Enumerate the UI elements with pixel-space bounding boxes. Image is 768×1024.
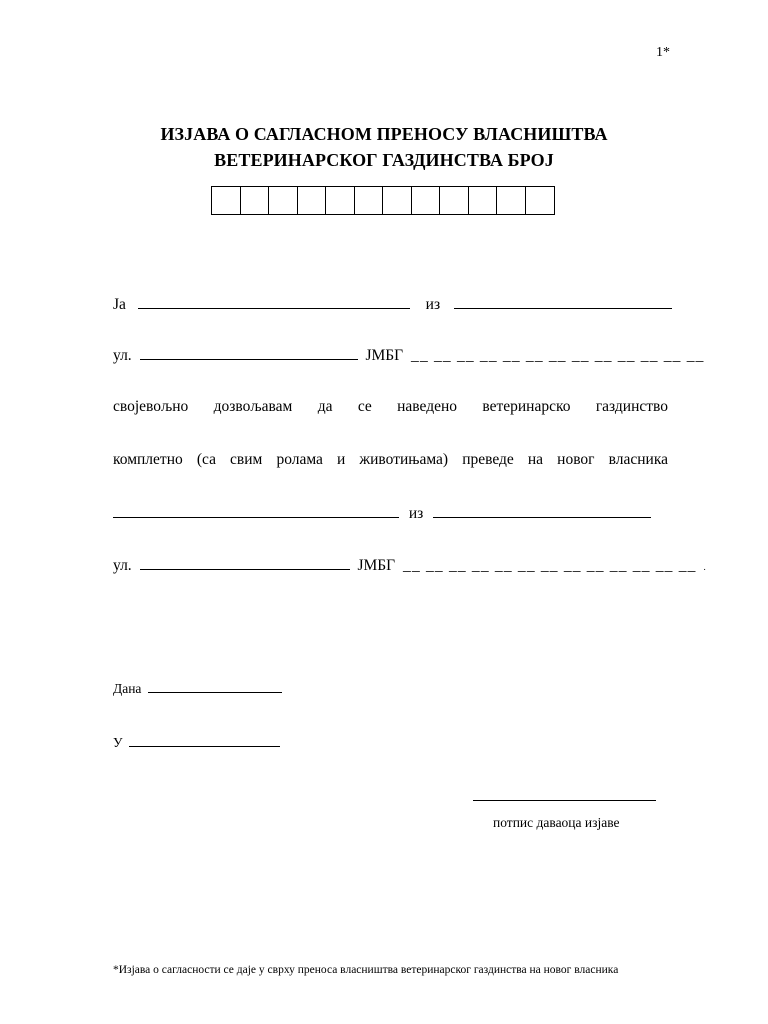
statement-line-1: својевољно дозвољавам да се наведено ветеринарско газдинство bbox=[113, 398, 668, 415]
trailing-dot: . bbox=[703, 562, 706, 572]
number-box-cell[interactable] bbox=[440, 187, 469, 214]
date-field[interactable] bbox=[148, 680, 282, 693]
new-owner-address-row bbox=[113, 555, 706, 575]
new-owner-place-field[interactable] bbox=[433, 503, 651, 518]
signature-caption: потпис даваоца изјаве bbox=[493, 815, 620, 830]
page-number: 1* bbox=[656, 45, 670, 60]
place-field[interactable] bbox=[129, 734, 280, 747]
document-title bbox=[0, 121, 768, 173]
place-row bbox=[113, 734, 280, 751]
declarant-place-field[interactable] bbox=[454, 294, 672, 309]
new-owner-jmbg-field[interactable]: __ __ __ __ __ __ __ __ __ __ __ __ __ bbox=[403, 557, 697, 574]
date-row bbox=[113, 680, 282, 697]
number-box-cell[interactable] bbox=[526, 187, 555, 214]
declarant-jmbg-field[interactable]: __ __ __ __ __ __ __ __ __ __ __ __ __ bbox=[411, 347, 705, 364]
u-label: У bbox=[113, 735, 123, 750]
number-box-cell[interactable] bbox=[355, 187, 384, 214]
number-box-cell[interactable] bbox=[326, 187, 355, 214]
new-owner-name-row bbox=[113, 503, 651, 523]
iz-label: из bbox=[425, 296, 441, 313]
declarant-name-field[interactable] bbox=[138, 294, 410, 309]
new-owner-name-field[interactable] bbox=[113, 503, 399, 518]
registration-number-boxes[interactable] bbox=[211, 186, 555, 215]
signature-line[interactable] bbox=[473, 800, 656, 801]
number-box-cell[interactable] bbox=[241, 187, 270, 214]
statement-line-2: комплетно (са свим ролама и животињама) преведе на новог власника bbox=[113, 451, 668, 468]
title-line-1: ИЗЈАВА О САГЛАСНОМ ПРЕНОСУ ВЛАСНИШТВА bbox=[160, 124, 608, 144]
number-box-cell[interactable] bbox=[269, 187, 298, 214]
declarant-name-row bbox=[113, 294, 672, 314]
ul-label: ул. bbox=[113, 347, 132, 364]
declarant-street-field[interactable] bbox=[140, 345, 358, 360]
iz-label-2: из bbox=[408, 505, 424, 522]
ul-label-2: ул. bbox=[113, 557, 132, 574]
number-box-cell[interactable] bbox=[212, 187, 241, 214]
number-box-cell[interactable] bbox=[412, 187, 441, 214]
footnote: *Изјава о сагласности се даје у сврху преноса власништва ветеринарског газдинства на новог власника bbox=[113, 964, 619, 976]
dana-label: Дана bbox=[113, 681, 142, 696]
title-line-2: ВЕТЕРИНАРСКОГ ГАЗДИНСТВА БРОЈ bbox=[214, 150, 554, 170]
jmbg-label-2: ЈМБГ bbox=[357, 557, 396, 574]
number-box-cell[interactable] bbox=[469, 187, 498, 214]
number-box-cell[interactable] bbox=[298, 187, 327, 214]
ja-label: Ја bbox=[113, 296, 126, 313]
number-box-cell[interactable] bbox=[383, 187, 412, 214]
declarant-address-row bbox=[113, 345, 705, 365]
number-box-cell[interactable] bbox=[497, 187, 526, 214]
new-owner-street-field[interactable] bbox=[140, 555, 350, 570]
jmbg-label: ЈМБГ bbox=[365, 347, 404, 364]
